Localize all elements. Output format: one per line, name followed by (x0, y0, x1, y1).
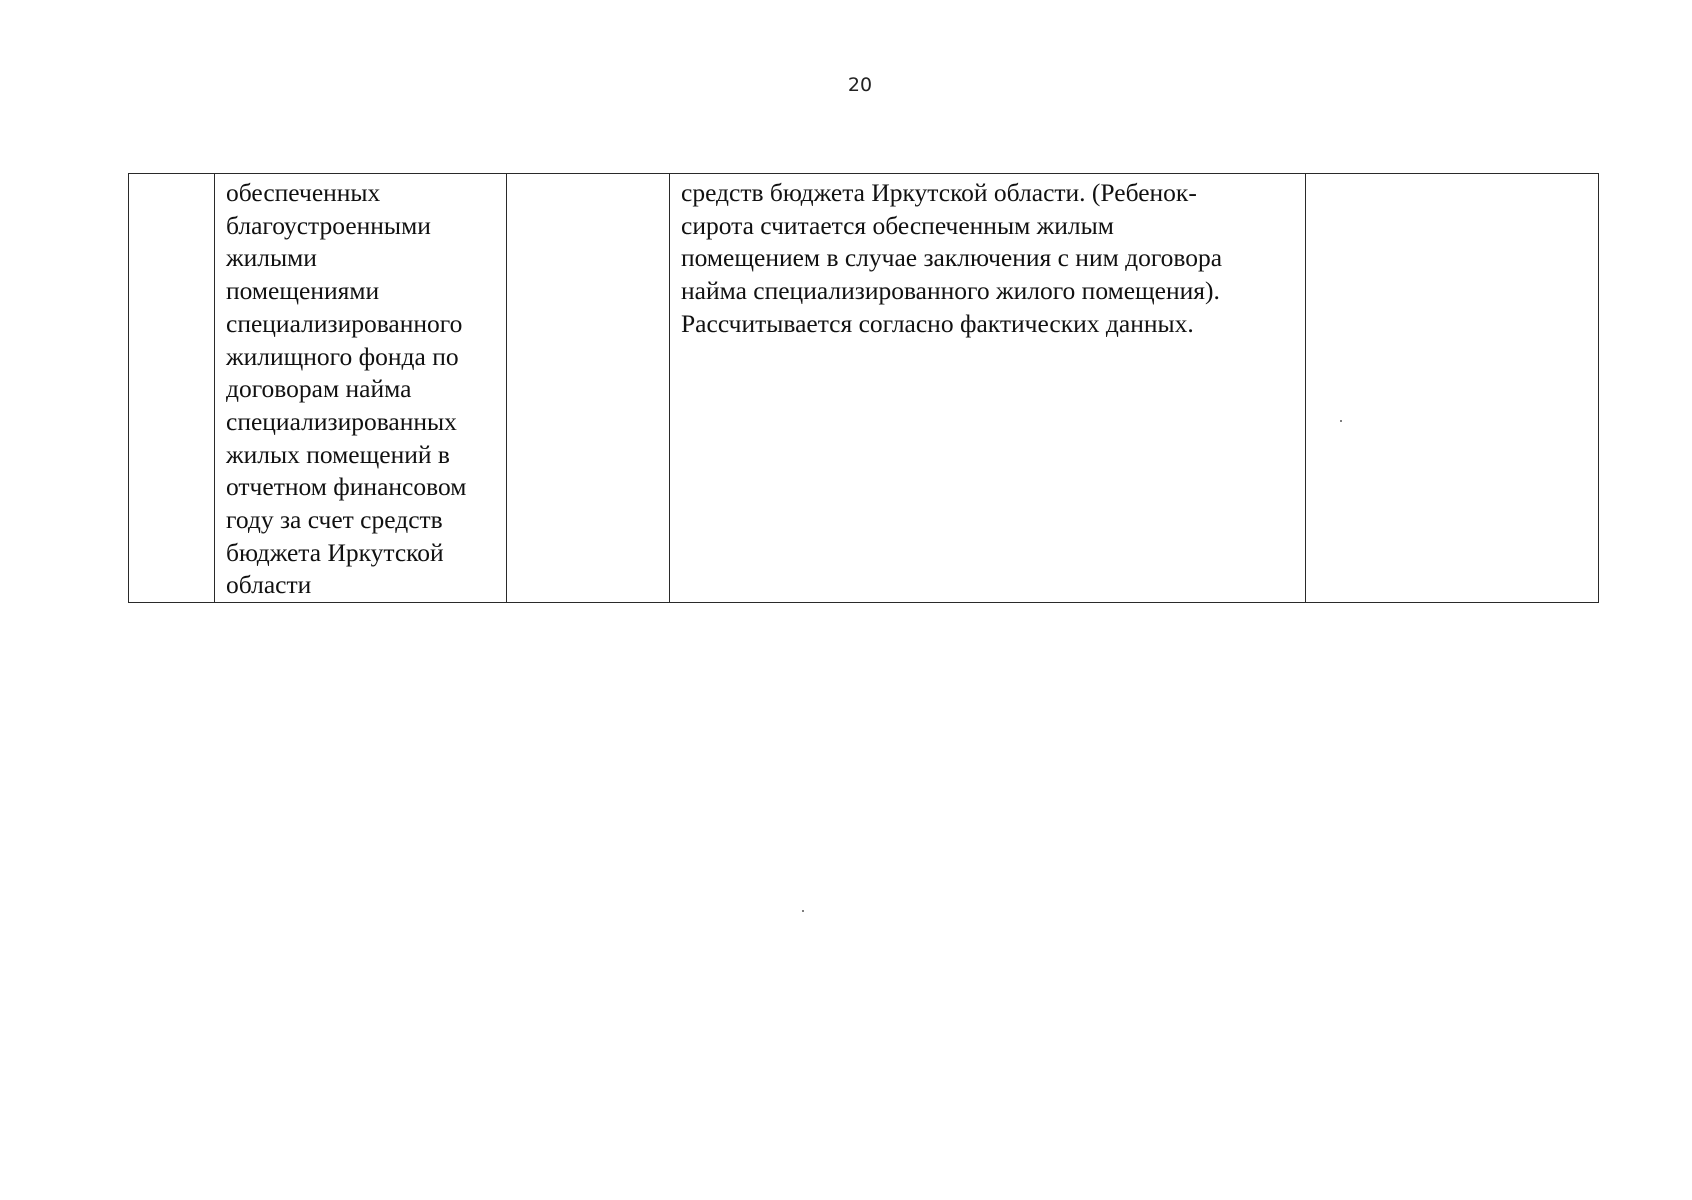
page-number: 20 (847, 74, 873, 96)
text-line: бюджета Иркутской (226, 537, 444, 567)
cell-source (1306, 174, 1599, 603)
text-line: отчетном финансовом (226, 472, 467, 502)
cell-unit (507, 174, 670, 603)
indicator-table (128, 173, 1599, 603)
text-line: Рассчитывается согласно фактических данных. (681, 308, 1194, 338)
text-line: области (226, 570, 312, 600)
cell-number (129, 174, 215, 603)
text-line: жилых помещений в (226, 439, 450, 469)
text-line: помещениями (226, 276, 380, 306)
text-line: благоустроенными (226, 210, 431, 240)
scan-speck (802, 910, 804, 912)
table-row (129, 174, 1599, 603)
text-line: специализированных (226, 406, 457, 436)
scan-speck (1340, 420, 1342, 422)
text-line: найма специализированного жилого помещения). (681, 276, 1220, 306)
cell-calculation-method (670, 174, 1306, 603)
text-line: договорам найма (226, 374, 412, 404)
text-line: жилыми (226, 243, 317, 273)
text-line: помещением в случае заключения с ним договора (681, 243, 1223, 273)
text-line: сирота считается обеспеченным жилым (681, 210, 1114, 240)
text-line: специализированного (226, 308, 463, 338)
text-line: году за счет средств (226, 505, 443, 535)
text-line: обеспеченных (226, 178, 381, 207)
cell-indicator-name (215, 174, 507, 603)
text-line: жилищного фонда по (226, 341, 459, 371)
text-line: средств бюджета Иркутской области. (Ребенок- (681, 178, 1197, 207)
